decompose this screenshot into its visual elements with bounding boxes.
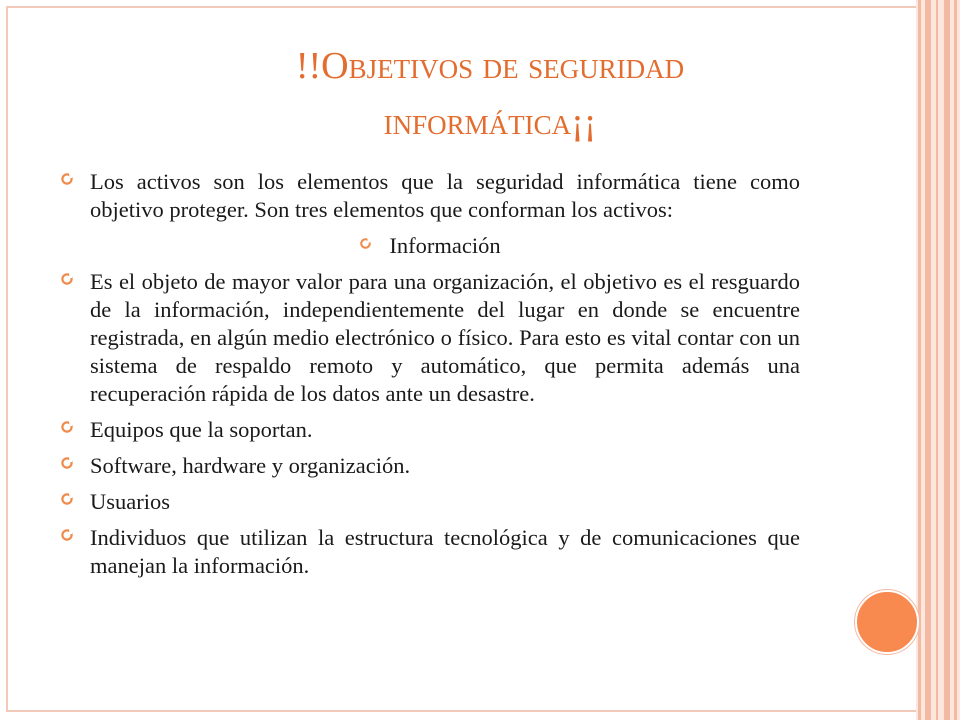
list-item — [60, 268, 800, 408]
title-line-1: !!Objetivos de seguridad — [295, 45, 685, 87]
slide-title — [130, 38, 850, 150]
stripe — [944, 0, 950, 720]
list-item-text: Usuarios — [90, 489, 170, 514]
ring-bullet-icon — [60, 272, 74, 286]
list-item-text: Información — [389, 233, 501, 258]
title-line-2: informática¡¡ — [383, 101, 597, 143]
list-item — [60, 488, 800, 516]
ring-bullet-icon — [60, 172, 74, 186]
list-item-text: Software, hardware y organización. — [90, 453, 411, 478]
ring-bullet-icon — [60, 420, 74, 434]
decorative-stripes — [916, 0, 960, 720]
list-item-text: Es el objeto de mayor valor para una organización, el objetivo es el resguardo de la información, independientemente del lugar en donde se encuentre registrada, en algún medio electrónico o físico. Para esto es vital contar con un sistema de respaldo remoto y automático, que permita además una recuperación rápida de los datos ante un desastre. — [90, 269, 800, 406]
stripe — [936, 0, 938, 720]
list-item-text: Equipos que la soportan. — [90, 417, 313, 442]
slide-body — [60, 168, 800, 588]
list-subitem — [60, 232, 800, 260]
stripe — [954, 0, 957, 720]
ring-bullet-icon — [60, 528, 74, 542]
list-item-text: Individuos que utilizan la estructura tecnológica y de comunicaciones que manejan la información. — [90, 525, 800, 578]
list-item — [60, 524, 800, 580]
ring-bullet-icon — [60, 456, 74, 470]
stripe — [918, 0, 921, 720]
list-item — [60, 416, 800, 444]
stripe — [925, 0, 931, 720]
ring-bullet-icon — [60, 492, 74, 506]
list-item-text: Los activos son los elementos que la seguridad informática tiene como objetivo proteger. Son tres elementos que conforman los activos: — [90, 169, 800, 222]
list-item — [60, 452, 800, 480]
decorative-circle — [855, 590, 919, 654]
list-item — [60, 168, 800, 224]
ring-bullet-icon — [359, 237, 372, 250]
